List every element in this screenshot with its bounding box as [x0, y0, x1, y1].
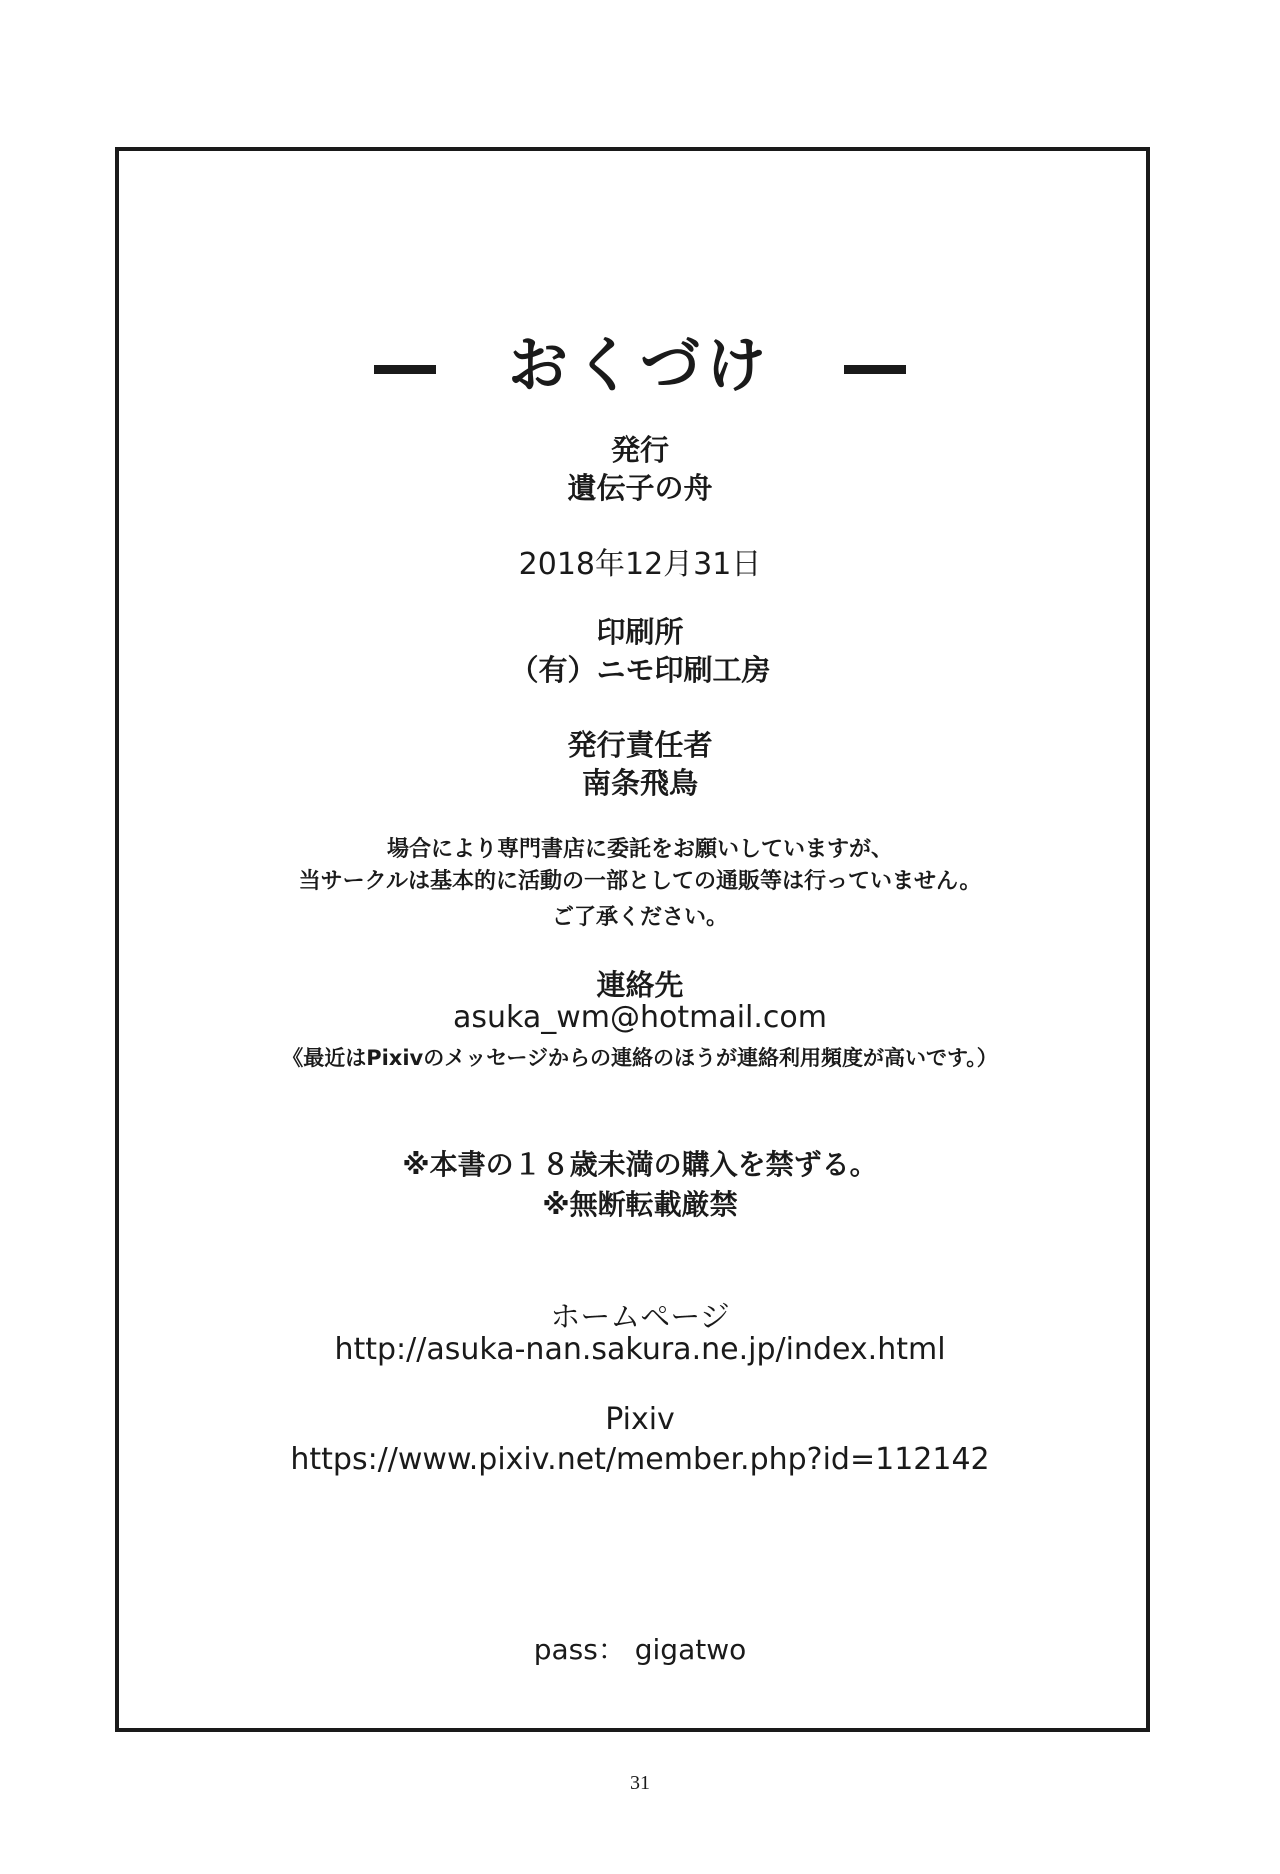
homepage-url: http://asuka-nan.sakura.ne.jp/index.html: [334, 1332, 946, 1367]
title-dash-right: [844, 365, 906, 374]
colophon-title: おくづけ: [508, 331, 772, 401]
notice-line-1: 場合により専門書店に委託をお願いしていますが、: [386, 837, 893, 862]
warning-age: ※本書の１８歳未満の購入を禁ずる。: [402, 1148, 878, 1181]
contact-email: asuka_wm@hotmail.com: [452, 1000, 828, 1035]
responsible-name: 南条飛鳥: [581, 766, 698, 800]
title-dash-left: [374, 365, 436, 374]
notice-line-2: 当サークルは基本的に活動の一部としての通販等は行っていません。: [298, 869, 982, 894]
printer-label: 印刷所: [596, 615, 684, 649]
contact-label: 連絡先: [596, 968, 684, 1002]
colophon-title-row: [0, 318, 1280, 404]
responsible-label: 発行責任者: [567, 728, 713, 762]
printer-name: （有）ニモ印刷工房: [509, 653, 771, 687]
notice-line-3: ご了承ください。: [551, 905, 728, 930]
homepage-label: ホームページ: [550, 1300, 730, 1335]
publisher-label: 発行: [610, 433, 669, 467]
publisher-name: 遺伝子の舟: [567, 471, 713, 505]
publication-date: 2018年12月31日: [518, 547, 762, 582]
page-number: 31: [630, 1772, 650, 1794]
pixiv-label: Pixiv: [605, 1402, 675, 1437]
password: pass： gigatwo: [533, 1633, 747, 1666]
pixiv-url: https://www.pixiv.net/member.php?id=112142: [290, 1442, 990, 1477]
warning-reprint: ※無断転載厳禁: [542, 1188, 738, 1221]
contact-note: 《最近はPixivのメッセージからの連絡のほうが連絡利用頻度が高いです。）: [282, 1046, 998, 1070]
